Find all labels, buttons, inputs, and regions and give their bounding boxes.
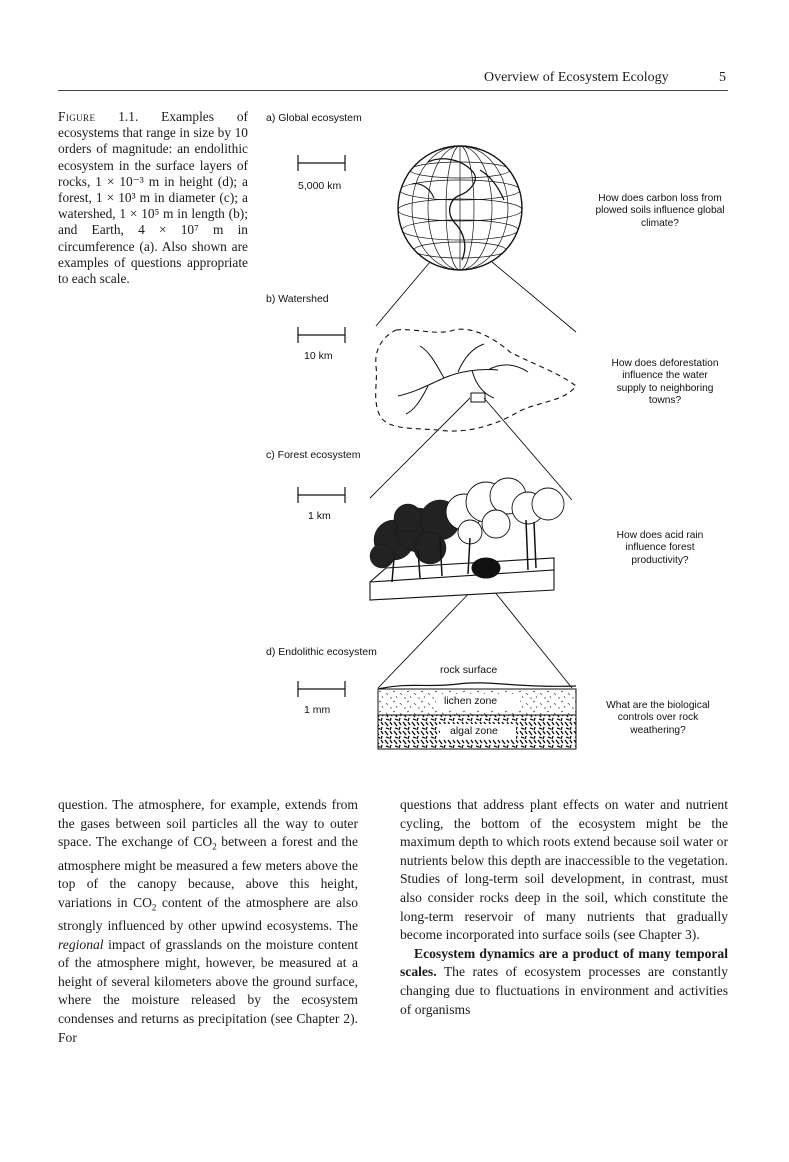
- figure-caption: [58, 109, 248, 287]
- caption-text: 1.1. Examples of ecosystems that range in size by 10 orders of magnitude: an endolithic ecosystem in the surface layers of rocks, 1 × 10⁻³ m in height (d); a forest, 1 × 10³ m in diameter (c); a watershed, 1 × 10⁵ m in length (b); and Earth, 4 × 10⁷ m in circumference (a). Also shown are examples of questions appropriate to each scale.: [58, 109, 248, 287]
- right-bold-lead: Ecosystem dynamics are a product of many temporal scales.: [400, 945, 728, 980]
- panel-d-title: d) Endolithic ecosystem: [266, 646, 377, 658]
- right-paragraph-1: questions that address plant effects on water and nutrient cycling, the bottom of the ecosystem might be the maximum depth to which roots extend because soil water or nutrients below this depth are inaccessible to the vegetation. Studies of long-term soil development, in contrast, must also consider rocks deep in the soil, which constitute the long-term reservoir of many nutrients that gradually become incorporated into surface soils (see Chapter 3).: [400, 797, 728, 943]
- scale-bar-d: [298, 681, 345, 697]
- rock-surface-label: rock surface: [440, 664, 498, 676]
- watershed-outline: [376, 329, 576, 431]
- lichen-zone-label: lichen zone: [444, 695, 498, 707]
- left-text-2: between a forest and the atmosphere might be measured a few meters above the top of the canopy because, above this height, variations in CO: [58, 834, 358, 910]
- running-header: [484, 70, 726, 86]
- panel-a-scale: 5,000 km: [298, 180, 342, 192]
- figure-label: Figure: [58, 109, 96, 124]
- co2-subscript-1: 2: [212, 841, 217, 852]
- panel-c-title: c) Forest ecosystem: [266, 449, 361, 461]
- panel-a-question: How does carbon loss from plowed soils influence global climate?: [595, 193, 725, 229]
- left-text-3: content of the atmosphere are also strongly influenced by other upwind ecosystems. The: [58, 894, 358, 933]
- co2-subscript-2: 2: [151, 902, 157, 913]
- right-text: The rates of ecosystem processes are constantly changing due to fluctuations in environment and activities of organisms: [400, 964, 728, 1017]
- zoom-lines: [370, 262, 576, 688]
- panel-b-scale: 10 km: [304, 350, 333, 362]
- rock-layers: [378, 683, 576, 749]
- panel-c-scale: 1 km: [308, 510, 331, 522]
- panel-d-question: What are the biological controls over rock weathering?: [606, 700, 710, 736]
- page-number: 5: [719, 70, 726, 85]
- body-column-right: [400, 796, 728, 1019]
- left-emphasis: regional: [58, 936, 104, 952]
- left-text-1: question. The atmosphere, for example, extends from the gases between soil particles all the way to outer space. The exchange of CO: [58, 797, 358, 850]
- panel-a-title: a) Global ecosystem: [266, 112, 362, 124]
- running-title: Overview of Ecosystem Ecology: [484, 70, 669, 85]
- left-paragraph: [58, 796, 358, 1047]
- figure-1-1: [258, 100, 736, 760]
- scale-bar-a: [298, 155, 345, 171]
- panel-b-question: How does deforestation influence the water supply to neighboring towns?: [611, 358, 719, 407]
- header-rule: [58, 90, 728, 91]
- panel-c-question: How does acid rain influence forest productivity?: [616, 530, 704, 566]
- algal-zone-label: algal zone: [450, 725, 498, 737]
- panel-d-scale: 1 mm: [304, 704, 331, 716]
- scale-bar-c: [298, 487, 345, 503]
- left-text-4: impact of grasslands on the moisture content of the atmosphere might, however, be measured at a height of several kilometers above the ground surface, where the moisture released by the ecosystem condenses and returns as precipitation (see Chapter 2). For: [58, 936, 358, 1045]
- forest-illustration: [370, 478, 564, 600]
- globe-icon: [398, 146, 522, 270]
- right-paragraph-2: [400, 945, 728, 1019]
- panel-b-title: b) Watershed: [266, 293, 329, 305]
- scale-bar-b: [298, 327, 345, 343]
- body-column-left: [58, 796, 358, 1047]
